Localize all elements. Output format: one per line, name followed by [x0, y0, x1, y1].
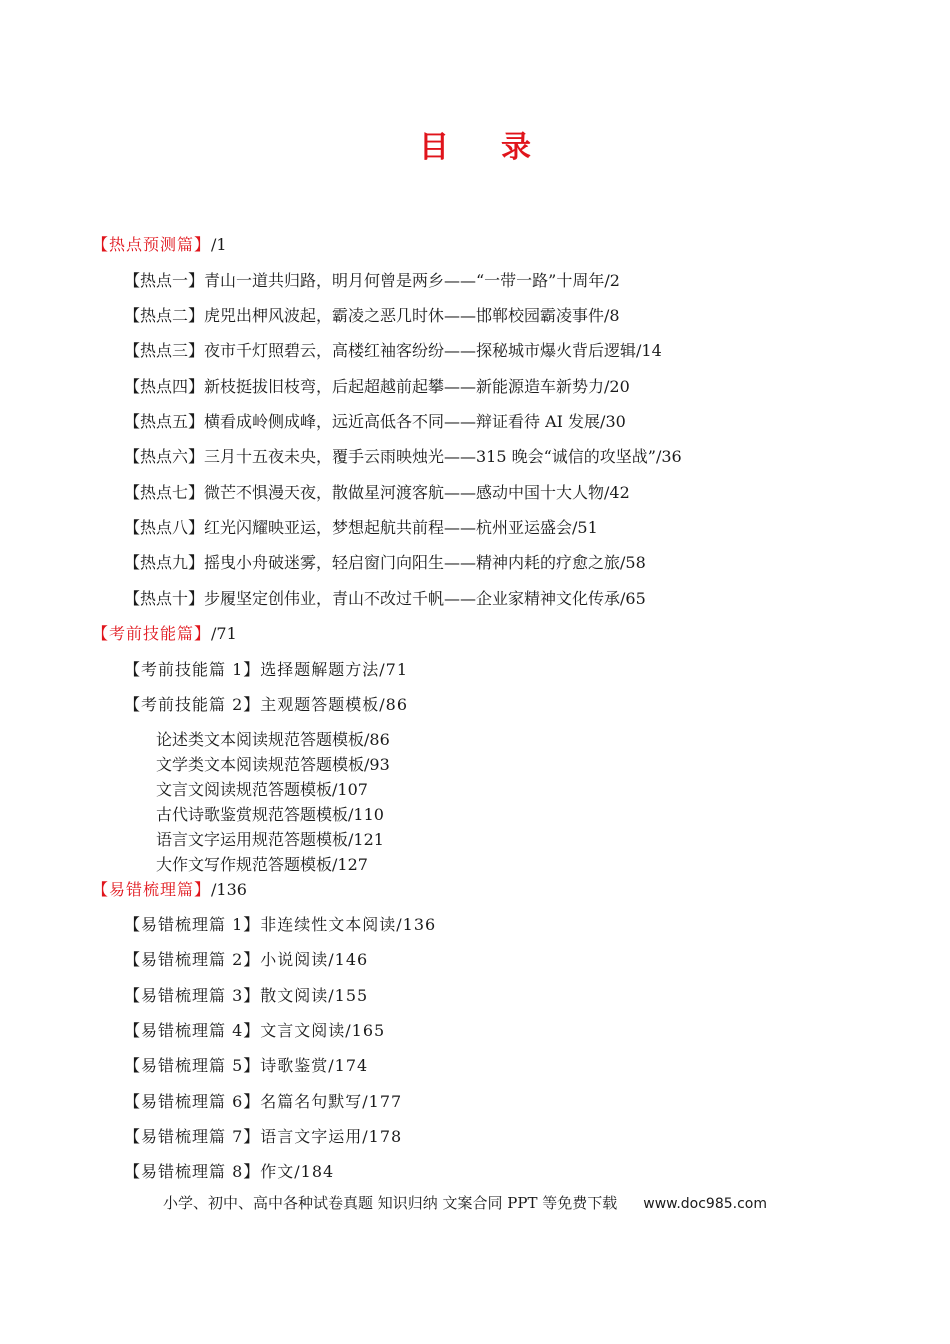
toc-entry-hot-9[interactable]: 【热点九】摇曳小舟破迷雾，轻启窗门向阳生——精神内耗的疗愈之旅/58 [124, 553, 646, 572]
toc-entry-error-5[interactable]: 【易错梳理篇 5】诗歌鉴赏/174 [124, 1056, 369, 1075]
toc-entry-error-1[interactable]: 【易错梳理篇 1】非连续性文本阅读/136 [124, 915, 437, 934]
toc-entry-hot-6[interactable]: 【热点六】三月十五夜未央，覆手云雨映烛光——315 晚会“诚信的攻坚战”/36 [124, 447, 682, 466]
toc-entry-error-3[interactable]: 【易错梳理篇 3】散文阅读/155 [124, 986, 369, 1005]
page-title [0, 122, 950, 166]
toc-entry-hot-10[interactable]: 【热点十】步履坚定创伟业，青山不改过千帆——企业家精神文化传承/65 [124, 589, 646, 608]
toc-entry-template-5[interactable]: 语言文字运用规范答题模板/121 [156, 830, 384, 849]
section-page: /71 [211, 624, 237, 643]
footer-url-link[interactable]: www.doc985.com [643, 1196, 768, 1212]
toc-entry-template-6[interactable]: 大作文写作规范答题模板/127 [156, 855, 368, 874]
toc-entry-error-6[interactable]: 【易错梳理篇 6】名篇名句默写/177 [124, 1092, 403, 1111]
title-char-1: 目 [419, 130, 449, 165]
toc-entry-hot-8[interactable]: 【热点八】红光闪耀映亚运，梦想起航共前程——杭州亚运盛会/51 [124, 518, 598, 537]
toc-entry-hot-3[interactable]: 【热点三】夜市千灯照碧云，高楼红袖客纷纷——探秘城市爆火背后逻辑/14 [124, 341, 662, 360]
section-page: /136 [211, 880, 247, 899]
section-label: 【热点预测篇】 [92, 235, 212, 254]
toc-entry-hot-1[interactable]: 【热点一】青山一道共归路，明月何曾是两乡——“一带一路”十周年/2 [124, 271, 620, 290]
section-heading-skills[interactable] [92, 624, 237, 644]
toc-entry-hot-4[interactable]: 【热点四】新枝挺拔旧枝弯，后起超越前起攀——新能源造车新势力/20 [124, 377, 630, 396]
toc-entry-skill-1[interactable]: 【考前技能篇 1】选择题解题方法/71 [124, 660, 409, 679]
toc-entry-template-3[interactable]: 文言文阅读规范答题模板/107 [156, 780, 368, 799]
footer-text: 小学、初中、高中各种试卷真题 知识归纳 文案合同 PPT 等免费下载 [163, 1194, 618, 1212]
toc-entry-skill-2[interactable]: 【考前技能篇 2】主观题答题模板/86 [124, 695, 409, 714]
toc-entry-error-8[interactable]: 【易错梳理篇 8】作文/184 [124, 1162, 335, 1181]
page-footer [163, 1192, 767, 1213]
toc-entry-error-4[interactable]: 【易错梳理篇 4】文言文阅读/165 [124, 1021, 386, 1040]
section-page: /1 [211, 235, 227, 254]
section-label: 【易错梳理篇】 [92, 880, 212, 899]
toc-entry-hot-7[interactable]: 【热点七】微芒不惧漫天夜，散做星河渡客航——感动中国十大人物/42 [124, 483, 630, 502]
toc-entry-hot-2[interactable]: 【热点二】虎兕出柙风波起，霸凌之恶几时休——邯郸校园霸凌事件/8 [124, 306, 620, 325]
section-label: 【考前技能篇】 [92, 624, 212, 643]
toc-entry-template-4[interactable]: 古代诗歌鉴赏规范答题模板/110 [156, 805, 384, 824]
section-heading-errors[interactable] [92, 880, 247, 900]
toc-entry-error-7[interactable]: 【易错梳理篇 7】语言文字运用/178 [124, 1127, 403, 1146]
toc-entry-hot-5[interactable]: 【热点五】横看成岭侧成峰，远近高低各不同——辩证看待 AI 发展/30 [124, 412, 626, 431]
toc-entry-error-2[interactable]: 【易错梳理篇 2】小说阅读/146 [124, 950, 369, 969]
section-heading-hot[interactable] [92, 235, 227, 255]
title-char-2: 录 [501, 130, 531, 165]
toc-entry-template-2[interactable]: 文学类文本阅读规范答题模板/93 [156, 755, 390, 774]
toc-entry-template-1[interactable]: 论述类文本阅读规范答题模板/86 [156, 730, 390, 749]
